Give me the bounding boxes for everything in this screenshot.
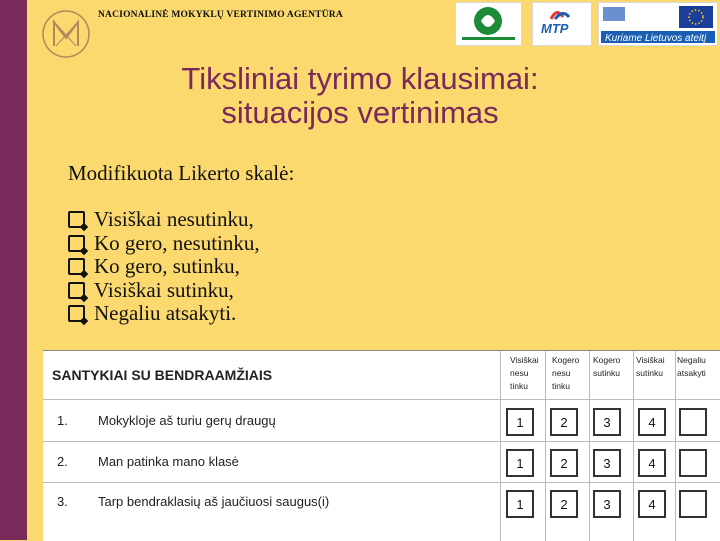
row-number: 2.: [57, 454, 68, 469]
title-line-2: situacijos vertinimas: [221, 95, 499, 130]
agency-name: NACIONALINĖ MOKYKLŲ VERTINIMO AGENTŪRA: [98, 10, 343, 20]
scale-box-1[interactable]: 1: [506, 449, 534, 477]
column-header-disagree: Kogero nesu tinku: [552, 355, 580, 391]
scale-option: Ko gero, sutinku,: [68, 255, 260, 279]
checkbox-bullet-icon: [68, 305, 85, 322]
row-divider: [43, 482, 720, 483]
scale-box-2[interactable]: 2: [550, 408, 578, 436]
column-header-agree: Kogero sutinku: [593, 355, 621, 378]
scale-options-list: [68, 208, 260, 326]
scale-box-1[interactable]: 1: [506, 490, 534, 518]
scale-box-4[interactable]: 4: [638, 449, 666, 477]
slide-title: [0, 62, 720, 130]
cannot-answer-box[interactable]: [679, 490, 707, 518]
questionnaire-table: [43, 350, 720, 541]
eu-funding-logo: [598, 2, 718, 46]
row-statement: Mokykloje aš turiu gerų draugų: [98, 413, 276, 428]
scale-option: Ko gero, nesutinku,: [68, 232, 260, 256]
scale-option: Visiškai sutinku,: [68, 279, 260, 303]
title-line-1: Tiksliniai tyrimo klausimai:: [181, 61, 539, 96]
svg-text:MTP: MTP: [541, 21, 569, 36]
scale-box-1[interactable]: 1: [506, 408, 534, 436]
cannot-answer-box[interactable]: [679, 449, 707, 477]
column-header-strongly-agree: Visiškai sutinku: [636, 355, 665, 378]
column-divider: [500, 351, 501, 541]
cannot-answer-box[interactable]: [679, 408, 707, 436]
checkbox-bullet-icon: [68, 211, 85, 228]
row-divider: [43, 441, 720, 442]
row-statement: Man patinka mano klasė: [98, 454, 239, 469]
row-number: 3.: [57, 494, 68, 509]
checkbox-bullet-icon: [68, 235, 85, 252]
leaf-logo-icon: [456, 3, 521, 45]
scale-subtitle: Modifikuota Likerto skalė:: [68, 161, 295, 185]
scale-box-3[interactable]: 3: [593, 449, 621, 477]
partner-logo-mtp: [532, 2, 592, 46]
partner-logo-1: [455, 2, 522, 46]
table-heading: SANTYKIAI SU BENDRAAMŽIAIS: [52, 367, 273, 383]
scale-box-3[interactable]: 3: [593, 490, 621, 518]
nma-logo-icon: [40, 8, 92, 60]
scale-box-4[interactable]: 4: [638, 490, 666, 518]
scale-option: Visiškai nesutinku,: [68, 208, 260, 232]
scale-box-2[interactable]: 2: [550, 449, 578, 477]
column-header-cannot-answer: Negaliu atsakyti: [677, 355, 706, 378]
mtp-logo-icon: [533, 3, 591, 45]
row-number: 1.: [57, 413, 68, 428]
scale-box-3[interactable]: 3: [593, 408, 621, 436]
scale-option: Negaliu atsakyti.: [68, 302, 260, 326]
scale-box-2[interactable]: 2: [550, 490, 578, 518]
column-header-strongly-disagree: Visiškai nesu tinku: [510, 355, 539, 391]
row-divider: [43, 399, 720, 400]
eu-flag-icon: [599, 3, 717, 45]
svg-text:Kuriame Lietuvos ateitį: Kuriame Lietuvos ateitį: [605, 33, 707, 44]
checkbox-bullet-icon: [68, 258, 85, 275]
scale-box-4[interactable]: 4: [638, 408, 666, 436]
row-statement: Tarp bendraklasių aš jaučiuosi saugus(i): [98, 494, 330, 509]
checkbox-bullet-icon: [68, 282, 85, 299]
